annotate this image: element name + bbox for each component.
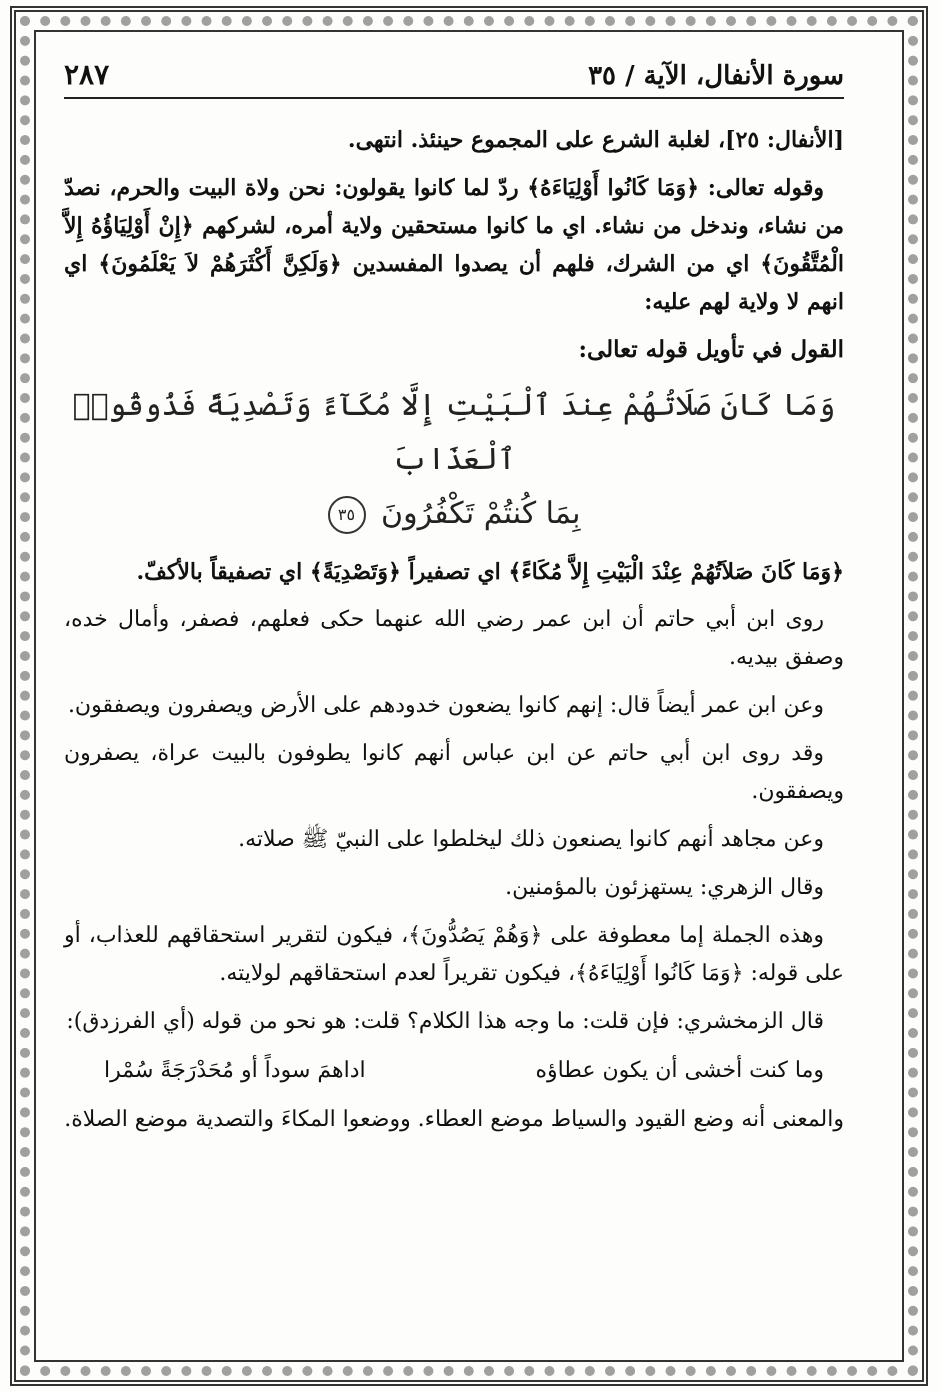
paragraph: قال الزمخشري: فإن قلت: ما وجه هذا الكلام؟ قلت: هو نحو من قوله (أي الفرزدق):: [66, 1009, 824, 1034]
page-number: ٢٨٧: [64, 58, 110, 91]
page-content: [64, 58, 844, 1149]
quran-verse: [64, 379, 844, 541]
paragraph: روى ابن أبي حاتم أن ابن عمر رضي الله عنهما حكى فعلهم، فصفر، وأمال خده، وصفق بيديه.: [64, 607, 844, 670]
verse-line: وَمَا كَانَ صَلَاتُهُمْ عِندَ ٱلْبَيْتِ إِلَّا مُكَآءً وَتَصْدِيَةً فَذُوقُوا۟ ٱلْعَذَابَ: [72, 388, 836, 477]
poem-verse: [64, 1051, 844, 1091]
paragraph: وقال الزهري: يستهزئون بالمؤمنين.: [505, 875, 824, 900]
paragraph: وعن ابن عمر أيضاً قال: إنهم كانوا يضعون خدودهم على الأرض ويصفرون ويصفقون.: [67, 693, 824, 718]
ayah-number: ٣٥: [328, 496, 366, 534]
verse-line-2: [64, 487, 844, 541]
running-title: سورة الأنفال، الآية / ٣٥: [588, 61, 844, 91]
paragraph: وقد روى ابن أبي حاتم عن ابن عباس أنهم كانوا يطوفون بالبيت عراة، يصفرون ويصفقون.: [64, 741, 844, 804]
paragraph: [الأنفال: ٢٥]، لغلبة الشرع على المجموع حينئذ. انتهى.: [347, 127, 844, 153]
section-heading: القول في تأويل قوله تعالى:: [578, 336, 844, 363]
paragraph: وقوله تعالى: ﴿وَمَا كَانُوا أَوْلِيَاءَهُ﴾ ردّ لما كانوا يقولون: نحن ولاة البيت والحرم، نصدّ من نشاء، وندخل من نشاء. اي ما كانوا مستحقين ولاية أمره، لشركهم ﴿إِنْ أَوْلِيَاؤُهُ إِلاَّ الْمُتَّقُونَ﴾ اي من الشرك، فلهم أن يصدوا المفسدين ﴿وَلَكِنَّ أَكْثَرَهُمْ لاَ يَعْلَمُونَ﴾ اي انهم لا ولاية لهم عليه:: [64, 175, 844, 315]
page-header: [64, 58, 844, 99]
paragraph: والمعنى أنه وضع القيود والسياط موضع العطاء. ووضعوا المكاءَ والتصدية موضع الصلاة.: [64, 1107, 844, 1132]
paragraph: وهذه الجملة إما معطوفة على ﴿وَهُمْ يَصُدُّونَ﴾، فيكون لتقرير استحقاقهم للعذاب، أو على قوله: ﴿وَمَا كَانُوا أَوْلِيَاءَهُ﴾، فيكون تقريراً لعدم استحقاقهم لولايته.: [64, 923, 844, 986]
poem-first-hemistich: وما كنت أخشى أن يكون عطاؤه: [535, 1058, 824, 1083]
poem-second-hemistich: اداهمَ سوداً أو مُحَدْرَجَةً سُمْرا: [104, 1058, 366, 1083]
verse-line: بِمَا كُنتُمْ تَكْفُرُونَ: [381, 496, 581, 531]
paragraph: ﴿وَمَا كَانَ صَلاَتُهُمْ عِنْدَ الْبَيْتِ إِلاَّ مُكَاءً﴾ اي تصفيراً ﴿وَتَصْدِيَةً﴾ اي تصفيقاً بالأكفّ.: [136, 559, 844, 585]
paragraph: وعن مجاهد أنهم كانوا يصنعون ذلك ليخلطوا على النبيّ ﷺ صلاته.: [238, 827, 824, 852]
